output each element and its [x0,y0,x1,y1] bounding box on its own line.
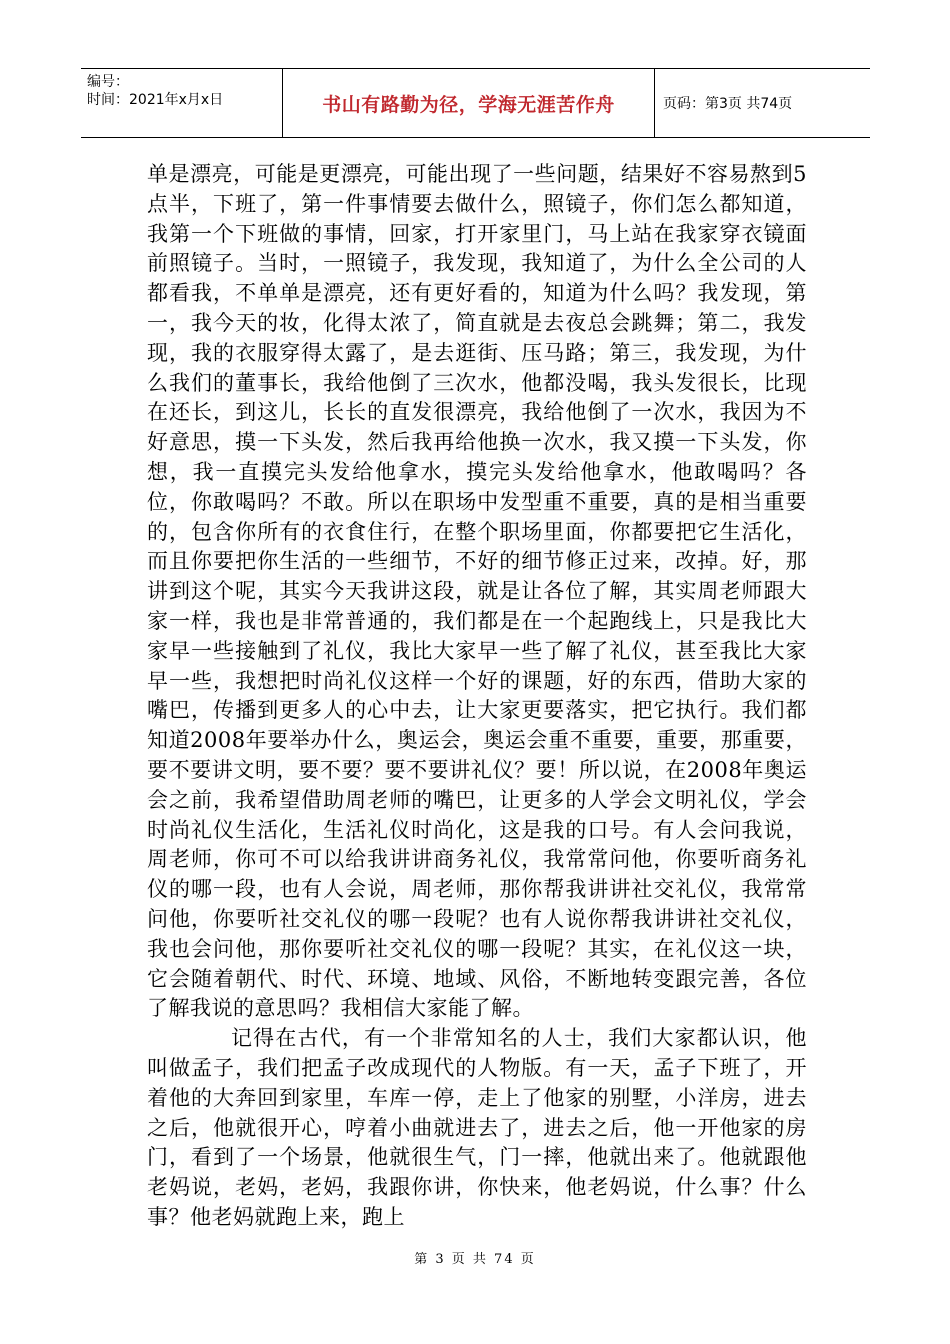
document-date: 时间：2021年x月x日 [87,92,224,108]
header-meta [81,69,283,137]
header-page-info: 页码：第3页 共74页 [663,96,793,112]
document-number-label: 编号： [87,74,129,90]
document-body [147,160,807,1233]
page-footer: 第 3 页 共 74 页 [414,1252,536,1267]
header-motto: 书山有路勤为径，学海无涯苦作舟 [283,69,655,137]
body-paragraph: 记得在古代，有一个非常知名的人士，我们大家都认识，他叫做孟子，我们把孟子改成现代的人物版。有一天，孟子下班了，开着他的大奔回到家里，车库一停，走上了他家的别墅，小洋房，进去之后，他就很开心，哼着小曲就进去了，进去之后，他一开他家的房门，看到了一个场景，他就很生气，门一摔，他就出来了。他就跟他老妈说，老妈，老妈，我跟你讲，你快来，他老妈说，什么事？什么事？他老妈就跑上来，跑上 [147,1026,807,1229]
page-header [81,68,870,138]
body-paragraph: 单是漂亮，可能是更漂亮，可能出现了一些问题，结果好不容易熬到5点半，下班了，第一件事情要去做什么，照镜子，你们怎么都知道，我第一个下班做的事情，回家，打开家里门，马上站在我家穿衣镜面前照镜子。当时，一照镜子，我发现，我知道了，为什么全公司的人都看我，不单单是漂亮，还有更好看的，知道为什么吗？我发现，第一，我今天的妆，化得太浓了，简直就是去夜总会跳舞；第二，我发现，我的衣服穿得太露了，是去逛街、压马路；第三，我发现，为什么我们的董事长，我给他倒了三次水，他都没喝，我头发很长，比现在还长，到这儿，长长的直发很漂亮，我给他倒了一次水，我因为不好意思，摸一下头发，然后我再给他换一次水，我又摸一下头发，你想，我一直摸完头发给他拿水，摸完头发给他拿水，他敢喝吗？各位，你敢喝吗？不敢。所以在职场中发型重不重要，真的是相当重要的，包含你所有的衣食住行，在整个职场里面，你都要把它生活化，而且你要把你生活的一些细节，不好的细节修正过来，改掉。好，那讲到这个呢，其实今天我讲这段，就是让各位了解，其实周老师跟大家一样，我也是非常普通的，我们都是在一个起跑线上，只是我比大家早一些接触到了礼仪，我比大家早一些了解了礼仪，甚至我比大家早一些，我想把时尚礼仪这样一个好的课题，好的东西，借助大家的嘴巴，传播到更多人的心中去，让大家更要落实，把它执行。我们都知道2008年要举办什么，奥运会，奥运会重不重要，重要，那重要，要不要讲文明，要不要？要不要讲礼仪？要！所以说，在2008年奥运会之前，我希望借助周老师的嘴巴，让更多的人学会文明礼仪，学会时尚礼仪生活化，生活礼仪时尚化，这是我的口号。有人会问我说，周老师，你可不可以给我讲讲商务礼仪，我常常问他，你要听商务礼仪的哪一段，也有人会说，周老师，那你帮我讲讲社交礼仪，我常常问他，你要听社交礼仪的哪一段呢？也有人说你帮我讲讲社交礼仪，我也会问他，那你要听社交礼仪的哪一段呢？其实，在礼仪这一块，它会随着朝代、时代、环境、地域、风俗，不断地转变跟完善，各位了解我说的意思吗？我相信大家能了解。 [147,162,807,1021]
